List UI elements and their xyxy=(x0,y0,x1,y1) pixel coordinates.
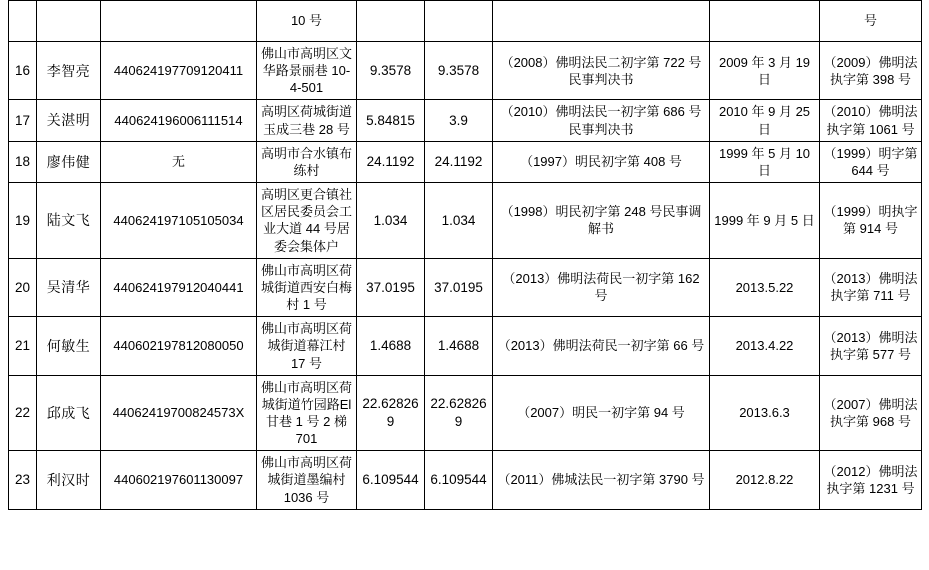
cell-name: 邱成飞 xyxy=(37,375,101,451)
cell-address: 佛山市高明区荷城街道墨编村 1036 号 xyxy=(257,451,357,509)
cell-address: 高明市合水镇布练村 xyxy=(257,141,357,182)
cell-exec-case: （2007）佛明法执字第 968 号 xyxy=(820,375,922,451)
cell-document: （2011）佛城法民一初字第 3790 号 xyxy=(493,451,710,509)
cell-exec-case: （2009）佛明法执字第 398 号 xyxy=(820,42,922,100)
cell-amount2: 1.034 xyxy=(425,183,493,259)
cell-amount1: 9.3578 xyxy=(357,42,425,100)
cell-address: 佛山市高明区文华路景丽巷 10-4-501 xyxy=(257,42,357,100)
cell-exec-case: （2013）佛明法执字第 711 号 xyxy=(820,258,922,316)
cell-exec-case: 号 xyxy=(820,1,922,42)
cell-amount1: 5.84815 xyxy=(357,100,425,141)
cell-id-number: 44062419700824573X xyxy=(101,375,257,451)
debtor-list-table xyxy=(8,0,922,510)
cell-exec-case: （2010）佛明法执字第 1061 号 xyxy=(820,100,922,141)
cell-address: 佛山市高明区荷城街道西安白梅村 1 号 xyxy=(257,258,357,316)
cell-amount1: 1.034 xyxy=(357,183,425,259)
cell-amount2: 22.628269 xyxy=(425,375,493,451)
cell-amount2 xyxy=(425,1,493,42)
table-row xyxy=(9,100,922,141)
cell-date xyxy=(710,1,820,42)
cell-index: 18 xyxy=(9,141,37,182)
cell-document: （1997）明民初字第 408 号 xyxy=(493,141,710,182)
cell-index: 16 xyxy=(9,42,37,100)
cell-address: 10 号 xyxy=(257,1,357,42)
cell-amount1: 24.1192 xyxy=(357,141,425,182)
cell-id-number: 无 xyxy=(101,141,257,182)
cell-id-number: 440602197601130097 xyxy=(101,451,257,509)
cell-document: （1998）明民初字第 248 号民事调解书 xyxy=(493,183,710,259)
cell-name: 李智亮 xyxy=(37,42,101,100)
cell-address: 高明区更合镇社区居民委员会工业大道 44 号居委会集体户 xyxy=(257,183,357,259)
table-row-partial xyxy=(9,1,922,42)
cell-date: 2013.4.22 xyxy=(710,317,820,375)
cell-exec-case: （1999）明字第 644 号 xyxy=(820,141,922,182)
cell-id-number: 440624196006111514 xyxy=(101,100,257,141)
cell-address: 佛山市高明区荷城街道幕江村 17 号 xyxy=(257,317,357,375)
cell-exec-case: （2012）佛明法执字第 1231 号 xyxy=(820,451,922,509)
table-row xyxy=(9,42,922,100)
cell-index: 22 xyxy=(9,375,37,451)
cell-date: 2012.8.22 xyxy=(710,451,820,509)
cell-document: （2013）佛明法荷民一初字第 162 号 xyxy=(493,258,710,316)
cell-date: 2009 年 3 月 19 日 xyxy=(710,42,820,100)
table-row xyxy=(9,141,922,182)
cell-amount2: 9.3578 xyxy=(425,42,493,100)
cell-amount2: 3.9 xyxy=(425,100,493,141)
cell-name: 何敏生 xyxy=(37,317,101,375)
cell-date: 2013.6.3 xyxy=(710,375,820,451)
cell-index: 23 xyxy=(9,451,37,509)
cell-id-number: 440624197105105034 xyxy=(101,183,257,259)
cell-date: 1999 年 9 月 5 日 xyxy=(710,183,820,259)
cell-amount1: 1.4688 xyxy=(357,317,425,375)
cell-address: 高明区荷城街道玉成三巷 28 号 xyxy=(257,100,357,141)
cell-id-number: 440624197912040441 xyxy=(101,258,257,316)
cell-exec-case: （2013）佛明法执字第 577 号 xyxy=(820,317,922,375)
cell-date: 2013.5.22 xyxy=(710,258,820,316)
cell-index: 20 xyxy=(9,258,37,316)
cell-amount2: 1.4688 xyxy=(425,317,493,375)
table-row xyxy=(9,183,922,259)
cell-name: 关湛明 xyxy=(37,100,101,141)
table-body xyxy=(9,1,922,510)
cell-id-number: 440624197709120411 xyxy=(101,42,257,100)
cell-index: 21 xyxy=(9,317,37,375)
cell-date: 1999 年 5 月 10 日 xyxy=(710,141,820,182)
cell-name xyxy=(37,1,101,42)
cell-name: 利汉时 xyxy=(37,451,101,509)
cell-amount1: 22.628269 xyxy=(357,375,425,451)
table-row xyxy=(9,451,922,509)
cell-index: 19 xyxy=(9,183,37,259)
cell-amount1: 37.0195 xyxy=(357,258,425,316)
cell-document: （2007）明民一初字第 94 号 xyxy=(493,375,710,451)
cell-amount2: 24.1192 xyxy=(425,141,493,182)
cell-id-number: 440602197812080050 xyxy=(101,317,257,375)
cell-name: 吴清华 xyxy=(37,258,101,316)
cell-document: （2010）佛明法民一初字第 686 号民事判决书 xyxy=(493,100,710,141)
table-row xyxy=(9,317,922,375)
cell-amount1: 6.109544 xyxy=(357,451,425,509)
table-row xyxy=(9,258,922,316)
cell-name: 廖伟健 xyxy=(37,141,101,182)
cell-address: 佛山市高明区荷城街道竹园路El甘巷 1 号 2 梯 701 xyxy=(257,375,357,451)
cell-index xyxy=(9,1,37,42)
cell-document: （2013）佛明法荷民一初字第 66 号 xyxy=(493,317,710,375)
cell-exec-case: （1999）明执字第 914 号 xyxy=(820,183,922,259)
cell-amount1 xyxy=(357,1,425,42)
cell-document xyxy=(493,1,710,42)
cell-index: 17 xyxy=(9,100,37,141)
cell-id-number xyxy=(101,1,257,42)
cell-date: 2010 年 9 月 25 日 xyxy=(710,100,820,141)
cell-name: 陆文飞 xyxy=(37,183,101,259)
cell-document: （2008）佛明法民二初字第 722 号民事判决书 xyxy=(493,42,710,100)
cell-amount2: 37.0195 xyxy=(425,258,493,316)
table-row xyxy=(9,375,922,451)
cell-amount2: 6.109544 xyxy=(425,451,493,509)
